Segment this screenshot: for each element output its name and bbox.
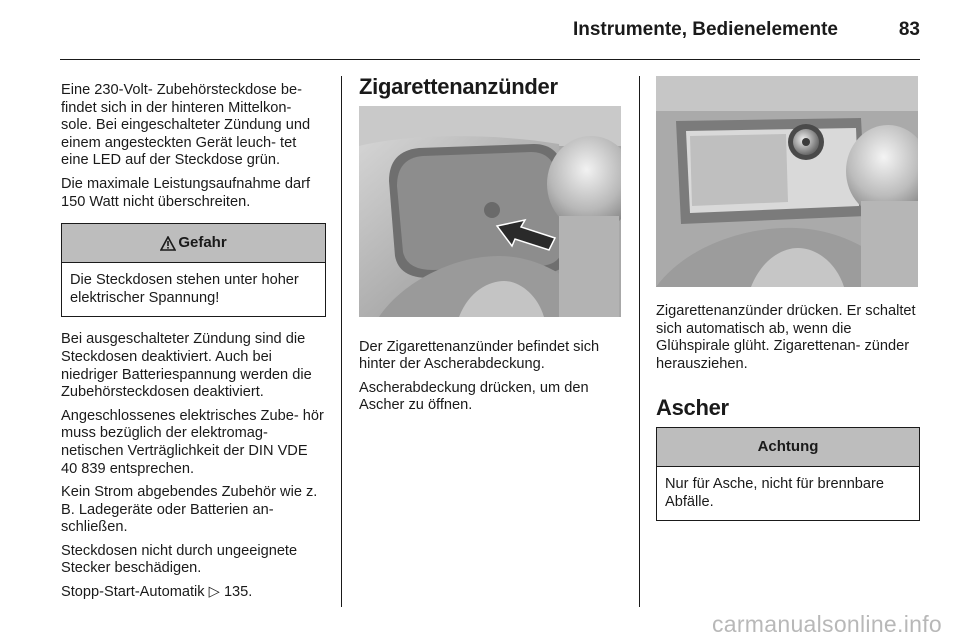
lighter-photo	[656, 76, 918, 287]
section-heading: Ascher	[656, 395, 729, 421]
column-left	[61, 82, 326, 608]
reference-page-link[interactable]: 135.	[223, 584, 253, 601]
paragraph: Die maximale Leistungsaufnahme darf 150 Watt nicht überschreiten.	[61, 175, 311, 210]
paragraph: Kein Strom abgebendes Zubehör wie z. B. Ladegeräte oder Batterien an- schließen.	[61, 484, 318, 536]
column-right	[656, 76, 920, 521]
warning-title: Gefahr	[178, 234, 227, 252]
column-divider-left	[341, 76, 342, 607]
paragraph: Der Zigarettenanzünder befindet sich hinter der Ascherabdeckung.	[359, 338, 600, 373]
paragraph-reference	[61, 584, 326, 602]
notice-header	[657, 428, 919, 467]
paragraph: Bei ausgeschalteter Zündung sind die Steckdosen deaktiviert. Auch bei niedriger Batteriespannung werden die Zubehörsteckdosen deaktiviert.	[61, 331, 312, 401]
paragraph: Eine 230-Volt- Zubehörsteckdose be- findet sich in der hinteren Mittelkon- sole. Bei eingeschalteter Zündung und einem angesteckten Gerät leuch- tet eine LED auf der Steckdose grün.	[61, 82, 311, 169]
warning-text: Die Steckdosen stehen unter hoher elektrischer Spannung!	[70, 272, 299, 306]
watermark: carmanualsonline.info	[711, 611, 942, 637]
notice-text: Nur für Asche, nicht für brennbare Abfälle.	[665, 475, 885, 510]
notice-box	[656, 427, 920, 521]
section-title: Instrumente, Bedienelemente	[572, 19, 838, 40]
paragraph: Steckdosen nicht durch ungeeignete Stecker beschädigen.	[61, 542, 298, 577]
reference-text: Stopp-Start-Automatik	[61, 584, 205, 601]
column-middle	[359, 74, 624, 421]
warning-box	[61, 223, 326, 317]
page-header	[60, 0, 920, 60]
warning-header	[62, 224, 325, 263]
paragraph: Zigarettenanzünder drücken. Er schaltet sich automatisch ab, wenn die Glühspirale glüht. Zigarettenan- zünder herausziehen.	[656, 303, 916, 372]
paragraph: Angeschlossenes elektrisches Zube- hör muss bezüglich der elektromag- netischen Verträglichkeit der DIN VDE 40 839 entsprechen.	[61, 407, 324, 477]
page-reference-arrow-icon: ▷	[208, 584, 220, 601]
warning-triangle-icon	[160, 236, 176, 251]
column-divider-right	[639, 76, 640, 607]
section-heading: Zigarettenanzünder	[359, 74, 558, 99]
paragraph: Ascherabdeckung drücken, um den Ascher zu öffnen.	[359, 379, 589, 414]
notice-title: Achtung	[757, 438, 819, 456]
lighter-cover-photo	[359, 106, 621, 317]
header-rule	[60, 59, 920, 60]
page-number: 83	[898, 19, 920, 40]
